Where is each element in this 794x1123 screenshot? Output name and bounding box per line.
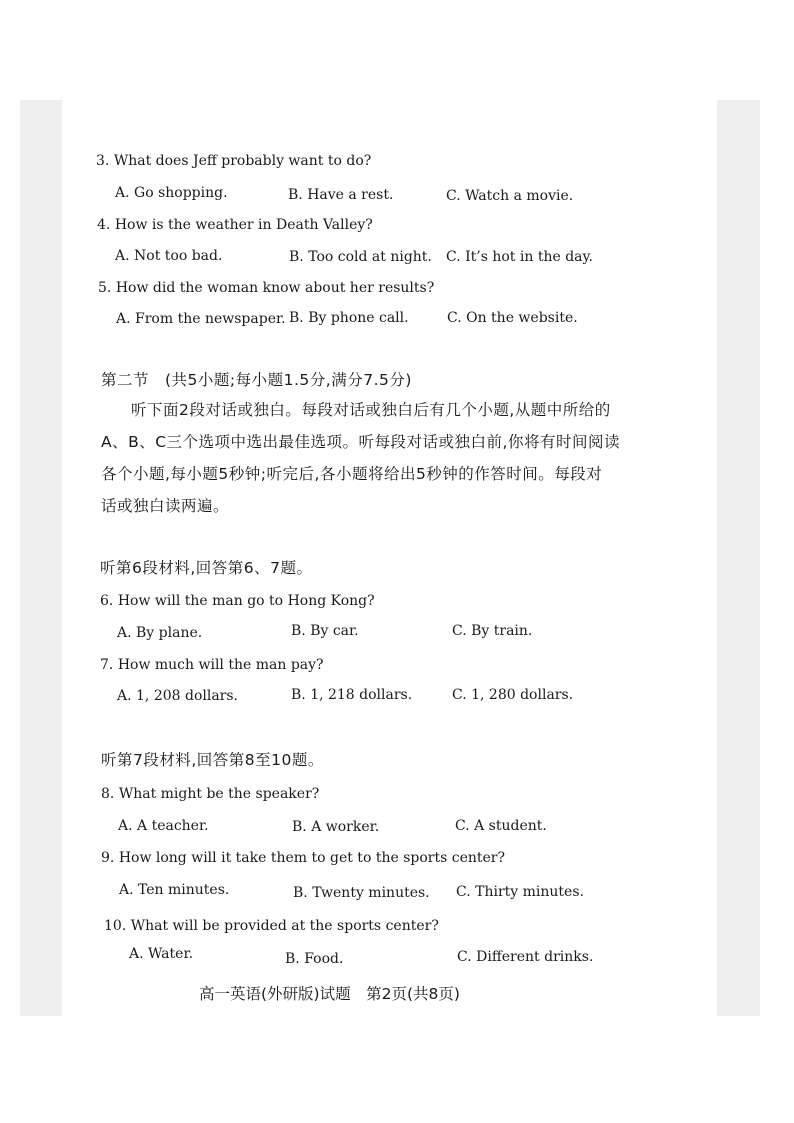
section-2-heading: 第二节 (共5小题;每小题1.5分,满分7.5分) <box>101 371 412 389</box>
option-6c: C. By train. <box>452 623 533 639</box>
option-4c: C. It’s hot in the day. <box>446 249 594 265</box>
option-4a: A. Not too bad. <box>115 248 223 264</box>
option-10a: A. Water. <box>129 946 194 962</box>
option-8b: B. A worker. <box>292 819 380 835</box>
material-6-heading: 听第6段材料,回答第6、7题。 <box>100 559 313 577</box>
question-text: How will the man go to Hong Kong? <box>117 593 375 609</box>
option-7b: B. 1, 218 dollars. <box>291 687 413 703</box>
page-footer: 高一英语(外研版)试题 第2页(共8页) <box>199 985 460 1003</box>
option-6b: B. By car. <box>291 623 359 639</box>
option-4b: B. Too cold at night. <box>289 249 432 265</box>
instruction-line-3: 各个小题,每小题5秒钟;听完后,各小题将给出5秒钟的作答时间。每段对 <box>101 465 603 483</box>
question-number: 7. <box>100 657 114 673</box>
option-8a: A. A teacher. <box>118 818 209 834</box>
question-text: How did the woman know about her results? <box>115 280 435 296</box>
option-10c: C. Different drinks. <box>457 949 594 965</box>
question-text: What will be provided at the sports center? <box>130 918 439 934</box>
question-4 <box>97 216 373 234</box>
question-7 <box>100 656 324 674</box>
question-10 <box>104 917 439 935</box>
question-number: 5. <box>98 280 112 296</box>
question-number: 10. <box>104 918 127 934</box>
question-3 <box>96 152 371 170</box>
question-text: What does Jeff probably want to do? <box>113 153 372 169</box>
left-margin-band <box>20 100 62 1016</box>
option-9b: B. Twenty minutes. <box>293 885 430 901</box>
option-3b: B. Have a rest. <box>288 187 394 203</box>
option-3c: C. Watch a movie. <box>446 188 574 204</box>
option-6a: A. By plane. <box>117 625 203 641</box>
question-9 <box>101 849 505 867</box>
question-8 <box>101 785 319 803</box>
exam-page <box>62 100 717 1016</box>
question-5 <box>98 279 434 297</box>
question-number: 6. <box>100 593 114 609</box>
question-number: 3. <box>96 153 110 169</box>
option-9a: A. Ten minutes. <box>119 882 230 898</box>
option-7a: A. 1, 208 dollars. <box>117 688 239 704</box>
option-10b: B. Food. <box>285 951 344 967</box>
question-text: How much will the man pay? <box>117 657 324 673</box>
option-7c: C. 1, 280 dollars. <box>452 687 574 703</box>
question-number: 4. <box>97 217 111 233</box>
option-8c: C. A student. <box>455 818 547 834</box>
instruction-line-1: 听下面2段对话或独白。每段对话或独白后有几个小题,从题中所给的 <box>131 401 611 419</box>
instruction-line-2: A、B、C三个选项中选出最佳选项。听每段对话或独白前,你将有时间阅读 <box>101 433 620 451</box>
right-margin-band <box>717 100 760 1016</box>
option-5c: C. On the website. <box>447 310 578 326</box>
option-9c: C. Thirty minutes. <box>456 884 584 900</box>
question-number: 9. <box>101 850 115 866</box>
option-5a: A. From the newspaper. <box>116 311 286 327</box>
question-text: How is the weather in Death Valley? <box>114 217 373 233</box>
question-text: How long will it take them to get to the sports center? <box>118 850 505 866</box>
instruction-line-4: 话或独白读两遍。 <box>101 497 230 515</box>
question-text: What might be the speaker? <box>118 786 320 802</box>
option-5b: B. By phone call. <box>289 310 409 326</box>
question-number: 8. <box>101 786 115 802</box>
option-3a: A. Go shopping. <box>115 185 228 201</box>
material-7-heading: 听第7段材料,回答第8至10题。 <box>101 751 324 769</box>
question-6 <box>100 592 375 610</box>
